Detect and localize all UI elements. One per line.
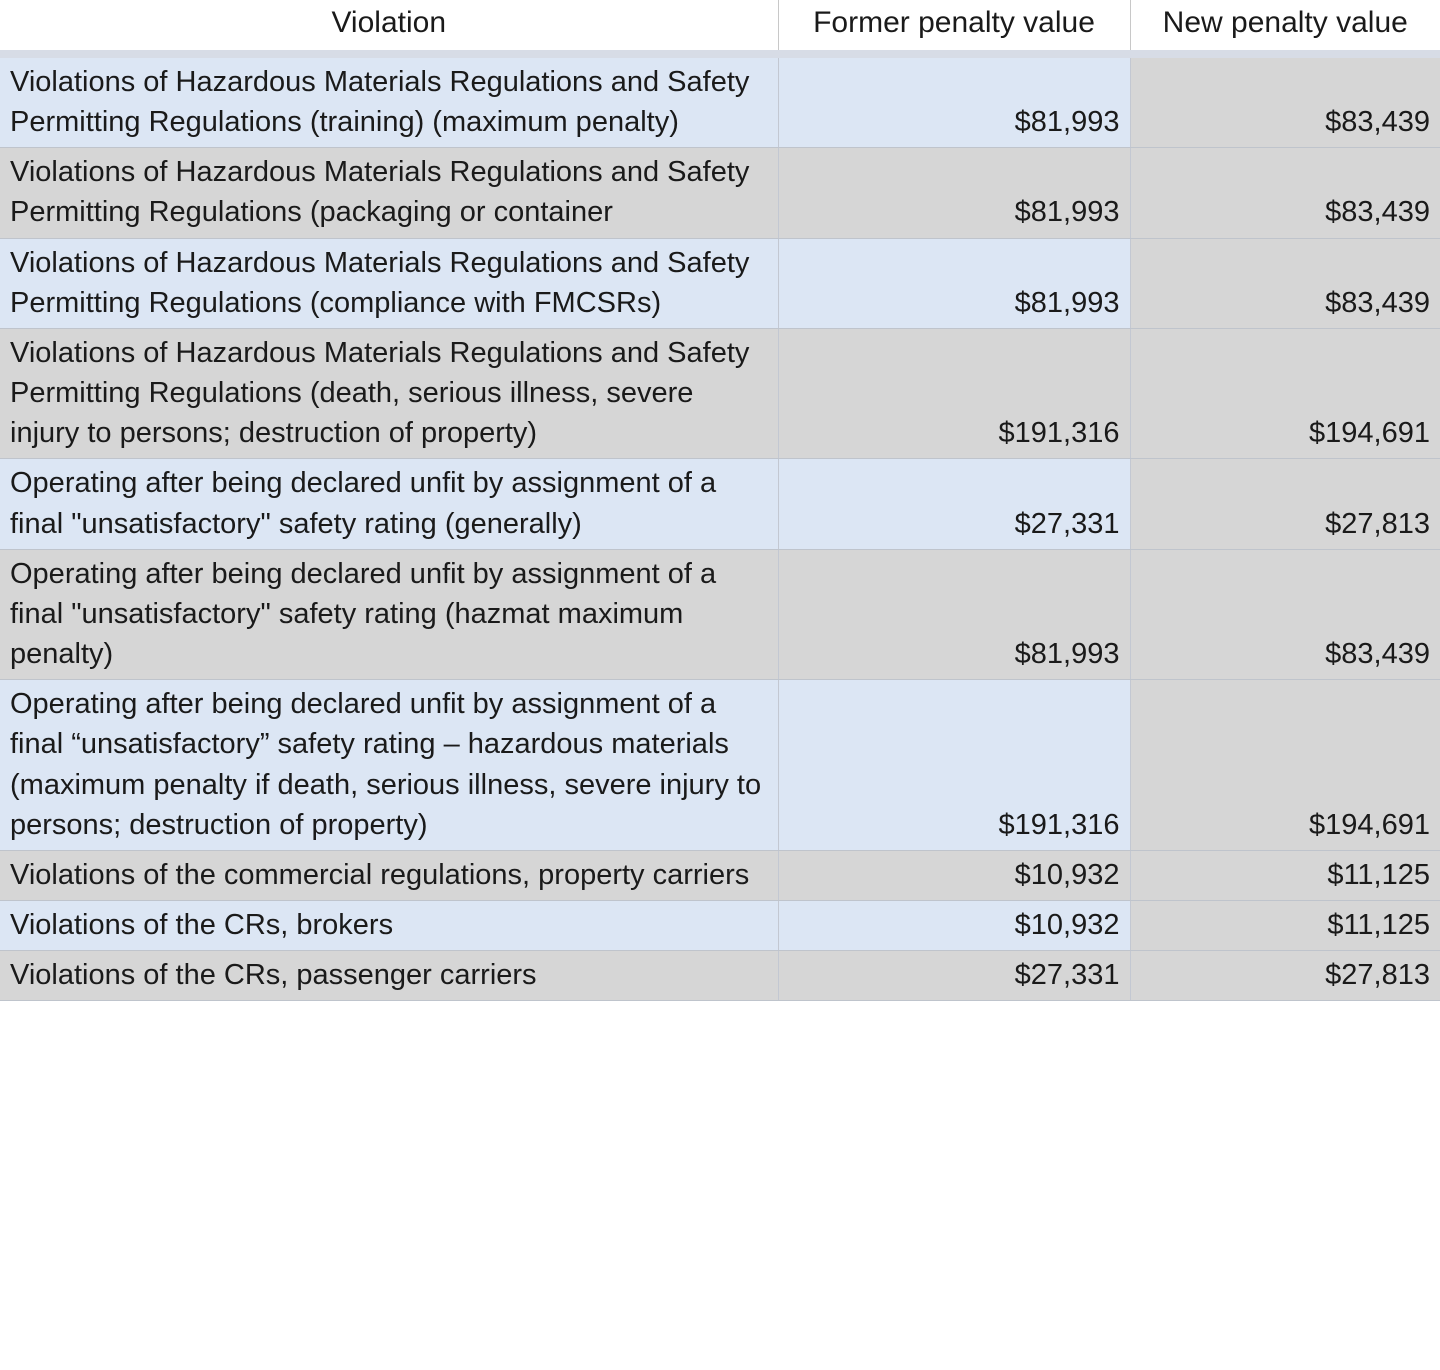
cell-violation: Violations of Hazardous Materials Regulations and Safety Permitting Regulations (training) (maximum penalty) [0,58,778,148]
table-body [0,58,1440,1001]
cell-new-penalty-value: $11,125 [1130,900,1440,950]
cell-new-penalty-value: $194,691 [1130,680,1440,851]
cell-violation: Violations of Hazardous Materials Regulations and Safety Permitting Regulations (packaging or container [0,148,778,238]
cell-new-penalty-value: $11,125 [1130,850,1440,900]
cell-former-penalty-value: $10,932 [778,850,1130,900]
separator-row [0,50,1440,58]
separator-cell [0,50,778,58]
table-row [0,328,1440,458]
table-header [0,0,1440,50]
column-header-violation: Violation [0,0,778,50]
table-row [0,148,1440,238]
cell-new-penalty-value: $27,813 [1130,951,1440,1001]
cell-violation: Operating after being declared unfit by assignment of a final "unsatisfactory" safety rating (hazmat maximum penalty) [0,549,778,679]
cell-violation: Violations of the CRs, passenger carriers [0,951,778,1001]
table-row [0,900,1440,950]
cell-former-penalty-value: $191,316 [778,328,1130,458]
column-header-new-penalty-value: New penalty value [1130,0,1440,50]
cell-former-penalty-value: $10,932 [778,900,1130,950]
table-row [0,850,1440,900]
header-row [0,0,1440,50]
table-row [0,459,1440,549]
cell-new-penalty-value: $83,439 [1130,58,1440,148]
cell-new-penalty-value: $83,439 [1130,148,1440,238]
cell-new-penalty-value: $83,439 [1130,549,1440,679]
cell-former-penalty-value: $27,331 [778,459,1130,549]
cell-new-penalty-value: $27,813 [1130,459,1440,549]
cell-former-penalty-value: $81,993 [778,549,1130,679]
separator-cell [778,50,1130,58]
table-row [0,549,1440,679]
table-row [0,951,1440,1001]
cell-former-penalty-value: $27,331 [778,951,1130,1001]
table-row [0,680,1440,851]
cell-violation: Operating after being declared unfit by assignment of a final “unsatisfactory” safety rating – hazardous materials (maximum penalty if death, serious illness, severe injury to persons; destruction of property) [0,680,778,851]
header-separator [0,50,1440,58]
cell-former-penalty-value: $81,993 [778,148,1130,238]
cell-violation: Violations of the commercial regulations, property carriers [0,850,778,900]
cell-violation: Violations of Hazardous Materials Regulations and Safety Permitting Regulations (death, serious illness, severe injury to persons; destruction of property) [0,328,778,458]
cell-former-penalty-value: $81,993 [778,238,1130,328]
separator-cell [1130,50,1440,58]
cell-former-penalty-value: $81,993 [778,58,1130,148]
table-row [0,238,1440,328]
column-header-former-penalty-value: Former penalty value [778,0,1130,50]
table-row [0,58,1440,148]
cell-former-penalty-value: $191,316 [778,680,1130,851]
cell-new-penalty-value: $194,691 [1130,328,1440,458]
cell-violation: Violations of the CRs, brokers [0,900,778,950]
cell-violation: Violations of Hazardous Materials Regulations and Safety Permitting Regulations (compliance with FMCSRs) [0,238,778,328]
cell-new-penalty-value: $83,439 [1130,238,1440,328]
cell-violation: Operating after being declared unfit by assignment of a final "unsatisfactory" safety rating (generally) [0,459,778,549]
